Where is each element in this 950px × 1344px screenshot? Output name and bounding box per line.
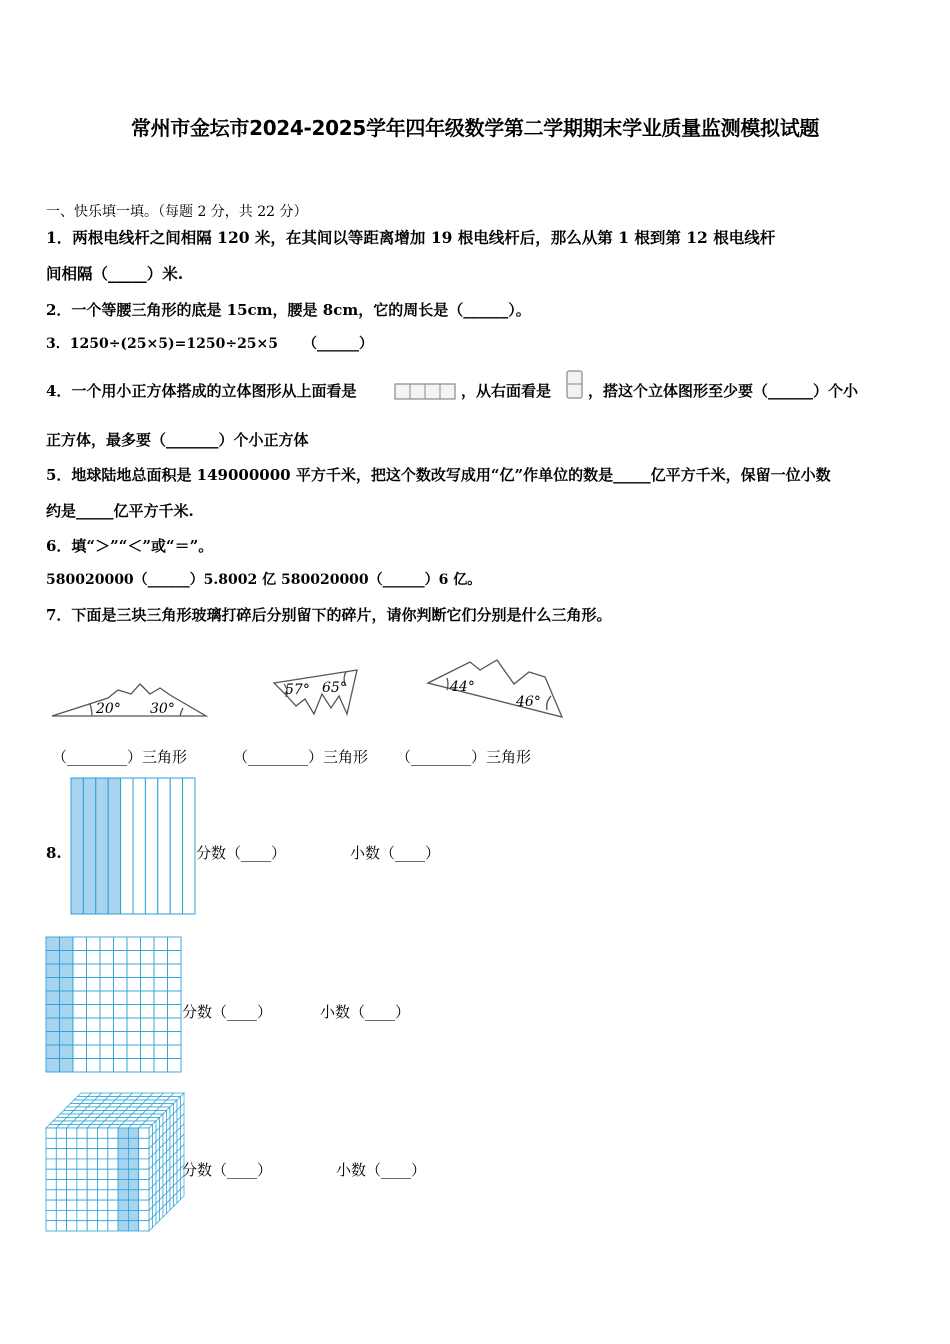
cube-front-cell: [139, 1221, 149, 1231]
grid-cell: [114, 978, 128, 992]
grid-cell: [100, 978, 114, 992]
thousandths-cube: [45, 1093, 185, 1233]
cube-front-cell: [108, 1210, 118, 1220]
cube-front-cell: [67, 1200, 77, 1210]
strip-2: [83, 778, 95, 914]
grid-cell: [87, 1032, 101, 1046]
cube-front-cell: [46, 1159, 56, 1169]
grid-cell: [60, 951, 74, 965]
fig1-decimal-label: 小数（____）: [350, 844, 441, 862]
q7-answer-3: （________）三角形: [396, 748, 532, 766]
cube-front-cell: [46, 1128, 56, 1138]
cube-front-cell: [87, 1200, 97, 1210]
cube-front-cell: [87, 1138, 97, 1148]
cube-front-cell: [67, 1221, 77, 1231]
cube-front-cell: [77, 1200, 87, 1210]
q4-part3: ，搭这个立体图形至少要（______）个小: [588, 382, 859, 400]
grid-cell: [141, 1032, 155, 1046]
cube-front-cell: [67, 1149, 77, 1159]
grid-cell: [87, 1045, 101, 1059]
cube-front-cell: [128, 1159, 138, 1169]
cube-front-cell: [128, 1200, 138, 1210]
q1-line2: 间相隔（_____）米.: [46, 264, 184, 283]
cube-front-cell: [46, 1149, 56, 1159]
grid-cell: [127, 1005, 141, 1019]
cube-front-cell: [139, 1190, 149, 1200]
cube-front-cell: [118, 1210, 128, 1220]
strip-4: [108, 778, 120, 914]
cube-front-cell: [77, 1190, 87, 1200]
q3-blank: （______）: [303, 336, 373, 352]
cube-front-cell: [56, 1159, 66, 1169]
fig3-fraction-label: 分数（____）: [182, 1161, 273, 1179]
grid-cell: [168, 1005, 182, 1019]
cube-front-cell: [98, 1159, 108, 1169]
grid-cell: [141, 964, 155, 978]
cube-front-cell: [98, 1128, 108, 1138]
grid-cell: [46, 1059, 60, 1073]
hundredths-grid: [45, 936, 183, 1074]
cube-front-cell: [108, 1221, 118, 1231]
page-title: 常州市金坛市2024-2025学年四年级数学第二学期期末学业质量监测模拟试题: [130, 116, 820, 140]
cube-front-cell: [56, 1190, 66, 1200]
q6-line1: 6．填“＞”“＜”或“＝”。: [46, 537, 214, 555]
grid-cell: [141, 991, 155, 1005]
grid-cell: [168, 937, 182, 951]
cube-front-cell: [77, 1180, 87, 1190]
cube-front-cell: [77, 1221, 87, 1231]
cube-front-cell: [56, 1210, 66, 1220]
grid-cell: [168, 1018, 182, 1032]
grid-cell: [60, 991, 74, 1005]
cube-front-cell: [98, 1200, 108, 1210]
grid-cell: [114, 1045, 128, 1059]
q4-part1: 4．一个用小正方体搭成的立体图形从上面看是: [46, 382, 357, 400]
cube-front-cell: [118, 1149, 128, 1159]
cube-front-cell: [87, 1180, 97, 1190]
cube-front-cell: [128, 1210, 138, 1220]
grid-cell: [141, 1059, 155, 1073]
cube-front-cell: [118, 1180, 128, 1190]
grid-cell: [100, 991, 114, 1005]
grid-cell: [127, 1059, 141, 1073]
grid-cell: [100, 964, 114, 978]
cube-front-cell: [67, 1159, 77, 1169]
grid-cell: [46, 978, 60, 992]
grid-cell: [60, 978, 74, 992]
strip-3: [96, 778, 108, 914]
grid-cell: [87, 978, 101, 992]
cube-front-cell: [128, 1180, 138, 1190]
cube-front-cell: [56, 1128, 66, 1138]
grid-cell: [87, 1018, 101, 1032]
angle-44: 44°: [450, 679, 475, 695]
fig2-decimal-label: 小数（____）: [320, 1003, 411, 1021]
cube-front-cell: [98, 1190, 108, 1200]
grid-cell: [168, 964, 182, 978]
q6-line2: 580020000（______）5.8002 亿 580020000（______）6 亿。: [46, 572, 482, 588]
angle-30: 30°: [150, 701, 175, 717]
cube-front-cell: [46, 1200, 56, 1210]
grid-cell: [114, 937, 128, 951]
cube-front-cell: [46, 1210, 56, 1220]
cube-front-cell: [56, 1169, 66, 1179]
grid-cell: [141, 978, 155, 992]
cube-front-cell: [139, 1169, 149, 1179]
grid-cell: [141, 1018, 155, 1032]
cube-front-cell: [67, 1169, 77, 1179]
cube-front-cell: [118, 1190, 128, 1200]
cube-front-cell: [118, 1138, 128, 1148]
q7-text: 7．下面是三块三角形玻璃打碎后分别留下的碎片，请你判断它们分别是什么三角形。: [46, 606, 612, 624]
grid-cell: [46, 964, 60, 978]
cube-front-cell: [118, 1159, 128, 1169]
angle-57: 57°: [285, 682, 310, 698]
cube-front-cell: [118, 1128, 128, 1138]
grid-cell: [141, 937, 155, 951]
grid-cell: [73, 1018, 87, 1032]
grid-cell: [114, 964, 128, 978]
section-heading: 一、快乐填一填。（每题 2 分，共 22 分）: [46, 204, 308, 220]
cube-front-cell: [67, 1180, 77, 1190]
cube-front-cell: [108, 1159, 118, 1169]
strip-1: [71, 778, 83, 914]
fig2-fraction-label: 分数（____）: [182, 1003, 273, 1021]
cube-front-cell: [67, 1190, 77, 1200]
grid-cell: [60, 1059, 74, 1073]
cube-front-cell: [87, 1190, 97, 1200]
cube-front-cell: [108, 1149, 118, 1159]
grid-cell: [154, 1059, 168, 1073]
cube-front-cell: [46, 1138, 56, 1148]
cube-front-cell: [139, 1210, 149, 1220]
grid-cell: [127, 978, 141, 992]
grid-cell: [127, 1018, 141, 1032]
grid-cell: [127, 937, 141, 951]
cube-front-cell: [98, 1210, 108, 1220]
cube-front-cell: [87, 1210, 97, 1220]
tenths-figure: [70, 777, 196, 915]
grid-cell: [141, 1005, 155, 1019]
angle-65: 65°: [322, 680, 347, 696]
fragment-1: [52, 684, 206, 716]
q2-text: 2．一个等腰三角形的底是 15cm，腰是 8cm，它的周长是（______）。: [46, 301, 531, 319]
cube-front-cell: [98, 1149, 108, 1159]
grid-cell: [73, 1045, 87, 1059]
cube-front-cell: [139, 1149, 149, 1159]
grid-cell: [154, 937, 168, 951]
cube-front-cell: [139, 1128, 149, 1138]
fig3-decimal-label: 小数（____）: [336, 1161, 427, 1179]
grid-cell: [168, 1032, 182, 1046]
grid-cell: [100, 1018, 114, 1032]
grid-cell: [154, 991, 168, 1005]
cube-front-cell: [108, 1128, 118, 1138]
cube-front-cell: [46, 1190, 56, 1200]
fig1-fraction-label: 分数（____）: [196, 844, 287, 862]
grid-cell: [114, 1032, 128, 1046]
cube-front-cell: [77, 1128, 87, 1138]
cube-front-cell: [128, 1138, 138, 1148]
grid-cell: [46, 937, 60, 951]
cube-front-cell: [87, 1159, 97, 1169]
q5-line2: 约是_____亿平方千米.: [46, 502, 194, 520]
cube-front-cell: [98, 1180, 108, 1190]
grid-cell: [114, 951, 128, 965]
grid-cell: [87, 1059, 101, 1073]
cube-front-cell: [128, 1190, 138, 1200]
q1-line1: 1．两根电线杆之间相隔 120 米，在其间以等距离增加 19 根电线杆后，那么从第 1 根到第 12 根电线杆: [46, 228, 776, 247]
grid-cell: [60, 1032, 74, 1046]
grid-cell: [168, 1059, 182, 1073]
grid-cell: [127, 1045, 141, 1059]
cube-front-cell: [56, 1149, 66, 1159]
grid-cell: [46, 1018, 60, 1032]
grid-cell: [60, 937, 74, 951]
grid-cell: [73, 964, 87, 978]
q7-answer-2: （________）三角形: [233, 748, 369, 766]
angle-20: 20°: [96, 701, 121, 717]
q4-part2: ，从右面看是: [461, 382, 552, 400]
grid-cell: [100, 1059, 114, 1073]
grid-cell: [127, 1032, 141, 1046]
cube-front-cell: [128, 1169, 138, 1179]
grid-cell: [60, 1005, 74, 1019]
grid-cell: [73, 991, 87, 1005]
grid-cell: [87, 1005, 101, 1019]
cube-front-cell: [98, 1169, 108, 1179]
cube-front-cell: [67, 1128, 77, 1138]
cube-front-cell: [77, 1159, 87, 1169]
grid-cell: [60, 1018, 74, 1032]
cube-front-cell: [139, 1180, 149, 1190]
fragment-3: [428, 660, 562, 717]
cube-front-cell: [108, 1200, 118, 1210]
cube-front-cell: [56, 1180, 66, 1190]
cube-front-cell: [46, 1180, 56, 1190]
grid-cell: [73, 1032, 87, 1046]
grid-cell: [168, 991, 182, 1005]
cube-front-cell: [118, 1221, 128, 1231]
grid-cell: [100, 1045, 114, 1059]
angle-46: 46°: [516, 694, 541, 710]
grid-cell: [141, 1045, 155, 1059]
cube-front-cell: [67, 1210, 77, 1220]
grid-cell: [127, 951, 141, 965]
grid-cell: [114, 1018, 128, 1032]
grid-cell: [46, 1032, 60, 1046]
q5-line1: 5．地球陆地总面积是 149000000 平方千米，把这个数改写成用“亿”作单位的数是_____亿平方千米，保留一位小数: [46, 466, 831, 484]
grid-cell: [168, 978, 182, 992]
grid-cell: [154, 1018, 168, 1032]
grid-cell: [73, 1059, 87, 1073]
cube-front-cell: [46, 1221, 56, 1231]
cube-front-cell: [128, 1128, 138, 1138]
q7-answer-1: （________）三角形: [52, 748, 188, 766]
grid-cell: [114, 1059, 128, 1073]
strip-8: [158, 778, 170, 914]
cube-front-cell: [56, 1200, 66, 1210]
cube-front-cell: [139, 1200, 149, 1210]
cube-front-cell: [108, 1180, 118, 1190]
cube-front-cell: [98, 1221, 108, 1231]
grid-cell: [60, 964, 74, 978]
grid-cell: [73, 1005, 87, 1019]
cube-front-cell: [98, 1138, 108, 1148]
q8-label: 8.: [46, 844, 62, 862]
cube-front-cell: [139, 1138, 149, 1148]
grid-cell: [46, 951, 60, 965]
grid-cell: [154, 1032, 168, 1046]
strip-6: [133, 778, 145, 914]
grid-cell: [154, 1045, 168, 1059]
grid-cell: [127, 964, 141, 978]
cube-front-cell: [139, 1159, 149, 1169]
grid-cell: [127, 991, 141, 1005]
grid-cell: [87, 991, 101, 1005]
grid-cell: [154, 951, 168, 965]
strip-5: [121, 778, 133, 914]
cube-front-cell: [128, 1149, 138, 1159]
cube-front-cell: [56, 1138, 66, 1148]
cube-front-cell: [67, 1138, 77, 1148]
grid-cell: [73, 978, 87, 992]
q4-line2: 正方体，最多要（_______）个小正方体: [46, 431, 309, 449]
cube-front-cell: [56, 1221, 66, 1231]
grid-cell: [168, 951, 182, 965]
cube-front-cell: [87, 1149, 97, 1159]
grid-cell: [46, 1045, 60, 1059]
grid-cell: [60, 1045, 74, 1059]
cube-front-cell: [128, 1221, 138, 1231]
strip-7: [145, 778, 157, 914]
strip-9: [170, 778, 182, 914]
cube-front-cell: [77, 1169, 87, 1179]
grid-cell: [100, 1032, 114, 1046]
grid-cell: [100, 1005, 114, 1019]
cube-front-cell: [87, 1128, 97, 1138]
grid-cell: [100, 951, 114, 965]
grid-cell: [114, 1005, 128, 1019]
grid-cell: [73, 951, 87, 965]
grid-cell: [141, 951, 155, 965]
grid-cell: [154, 1005, 168, 1019]
cube-front-cell: [87, 1169, 97, 1179]
cube-front-cell: [46, 1169, 56, 1179]
grid-cell: [73, 937, 87, 951]
cube-front-cell: [108, 1190, 118, 1200]
cube-front-cell: [87, 1221, 97, 1231]
grid-cell: [46, 991, 60, 1005]
cube-front-cell: [77, 1138, 87, 1148]
q3-expression: 3．1250÷(25×5)=1250÷25×5: [46, 336, 279, 352]
cube-front-cell: [108, 1169, 118, 1179]
grid-cell: [114, 991, 128, 1005]
cube-front-cell: [77, 1149, 87, 1159]
strip-10: [183, 778, 195, 914]
grid-cell: [87, 937, 101, 951]
cube-front-cell: [118, 1200, 128, 1210]
cube-front-cell: [108, 1138, 118, 1148]
grid-cell: [168, 1045, 182, 1059]
cube-front-cell: [77, 1210, 87, 1220]
grid-cell: [87, 951, 101, 965]
grid-cell: [87, 964, 101, 978]
grid-cell: [154, 978, 168, 992]
cube-front-cell: [118, 1169, 128, 1179]
grid-cell: [100, 937, 114, 951]
grid-cell: [154, 964, 168, 978]
grid-cell: [46, 1005, 60, 1019]
